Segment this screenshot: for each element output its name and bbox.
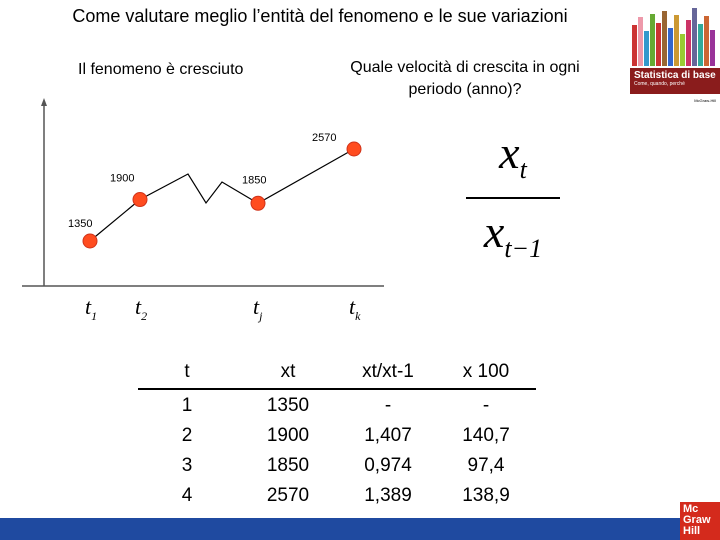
formula-denominator: $x_{t-1}$ (483, 206, 543, 264)
x-tick-label: $t_j$ (253, 294, 263, 323)
data-label: 1900 (110, 172, 135, 185)
growth-table (138, 358, 536, 510)
x-tick-label: $t_k$ (349, 294, 361, 323)
growth-ratio-formula (458, 128, 568, 274)
formula-numerator: $x_t$ (499, 127, 527, 185)
cell: 4 (181, 484, 193, 506)
cell: 1 (181, 394, 193, 416)
footer-bar (0, 518, 720, 540)
left-heading: Il fenomeno è cresciuto (78, 61, 244, 78)
mcgraw-hill-logo: Mc Graw Hill (680, 502, 720, 540)
cell: 1850 (266, 454, 310, 476)
table-row (138, 480, 536, 510)
data-point (251, 196, 265, 210)
cell: 1350 (266, 394, 310, 416)
book-title-band (630, 68, 720, 94)
cell: 0,974 (364, 454, 412, 476)
cell: 1,389 (364, 484, 412, 506)
data-label: 1850 (242, 174, 267, 187)
cell: 2 (181, 424, 193, 446)
growth-chart (0, 0, 440, 340)
book-publisher: McGraw-Hill (694, 98, 716, 103)
x-tick-label: $t_1$ (85, 294, 98, 323)
fraction-bar (466, 197, 560, 199)
data-point (83, 234, 97, 248)
cell: 1,407 (364, 424, 412, 446)
book-cover (624, 0, 720, 128)
table-header-row (138, 358, 536, 389)
table-row (138, 450, 536, 480)
book-subtitle: Come, quando, perché (634, 81, 685, 87)
y-axis-arrow (41, 98, 47, 106)
cell: 1900 (266, 424, 310, 446)
cell: 3 (181, 454, 193, 476)
series-line (90, 149, 354, 241)
header-x100: x 100 (436, 358, 536, 389)
book-title: Statistica di base (634, 70, 716, 81)
cell: 138,9 (462, 484, 510, 506)
slide-title: Come valutare meglio l’entità del fenomeno e le sue variazioni (72, 6, 568, 26)
table-row (138, 389, 536, 420)
cell: 97,4 (467, 454, 505, 476)
header-xt: xt (236, 358, 340, 389)
x-tick-label: $t_2$ (135, 294, 148, 323)
cell: 2570 (266, 484, 310, 506)
cell: - (384, 394, 392, 416)
table-row (138, 420, 536, 450)
right-heading: Quale velocità di crescita in ogni periodo (anno)? (350, 59, 580, 98)
header-ratio: xt/xt-1 (340, 358, 436, 389)
data-label: 1350 (68, 218, 93, 230)
data-point (133, 193, 147, 207)
header-t: t (138, 358, 236, 389)
cell: 140,7 (462, 424, 510, 446)
data-label: 2570 (312, 132, 337, 144)
cell: - (482, 394, 490, 416)
data-point (347, 142, 361, 156)
book-cover-art (632, 8, 716, 66)
